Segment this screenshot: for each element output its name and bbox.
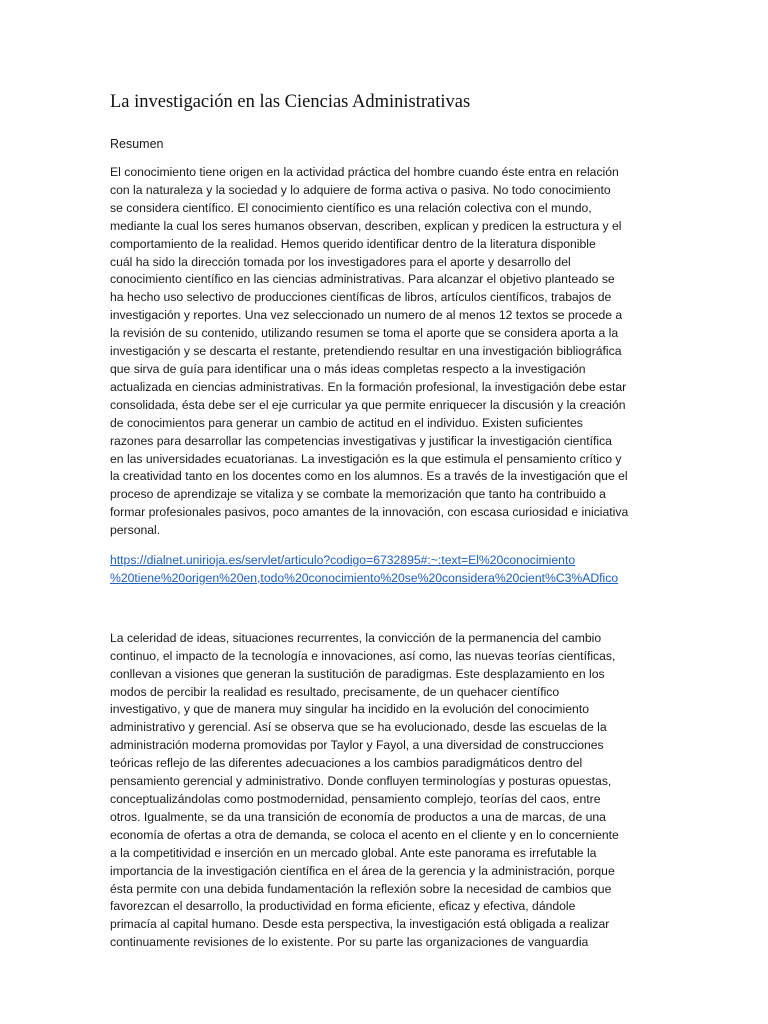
paragraph-line: personal.	[110, 523, 161, 538]
paragraph-line: ésta permite con una debida fundamentación la reflexión sobre la necesidad de cambios que	[110, 881, 612, 896]
paragraph-line: El conocimiento tiene origen en la actividad práctica del hombre cuando éste entra en relación	[110, 165, 619, 179]
document-title: La investigación en las Ciencias Administrativas	[110, 92, 471, 112]
paragraph-line: teóricas reflejo de las diferentes adecuaciones a los cambios paradigmáticos dentro del	[110, 756, 583, 771]
paragraph-line: favorezcan el desarrollo, la productividad en forma eficiente, eficaz y efectiva, dándole	[110, 899, 576, 914]
paragraph-line: investigativo, y que de manera muy singular ha incidido en la evolución del conocimiento	[110, 702, 589, 717]
paragraph-line: La celeridad de ideas, situaciones recurrentes, la convicción de la permanencia del cambio	[110, 630, 602, 645]
paragraph-line: la creatividad tanto en los docentes como en los alumnos. Es a través de la investigación que el	[110, 469, 628, 484]
paragraph-line: a la competitividad e inserción en un mercado global. Ante este panorama es irrefutable la	[110, 845, 597, 860]
abstract-heading: Resumen	[110, 137, 164, 151]
paragraph-line: comportamiento de la realidad. Hemos querido identificar dentro de la literatura disponible	[110, 236, 596, 251]
paragraph-line: actualizada en ciencias administrativas. En la formación profesional, la investigación debe estar	[110, 379, 627, 394]
paragraph-line: otros. Igualmente, se da una transición de economía de productos a una de marcas, de una	[110, 809, 606, 824]
paragraph-line: mediante la cual los seres humanos observan, describen, explican y predicen la estructura y el	[110, 218, 622, 233]
paragraph-line: que sirva de guía para identificar una o más ideas completas respecto a la investigación	[110, 361, 586, 376]
paragraph-line: cuál ha sido la dirección tomada por los investigadores para el aporte y desarrollo del	[110, 254, 571, 269]
paragraph-line: continuamente revisiones de lo existente. Por su parte las organizaciones de vanguardia	[110, 935, 589, 950]
paragraph-line: continuo, el impacto de la tecnología e innovaciones, así como, las nuevas teorías científicas,	[110, 648, 616, 663]
abstract-paragraph	[110, 164, 658, 540]
paragraph-line: administración moderna promovidas por Taylor y Fayol, a una diversidad de construcciones	[110, 738, 604, 753]
paragraph-line: proceso de aprendizaje se vitaliza y se combate la memorización que tanto ha contribuido a	[110, 487, 606, 502]
paragraph-line: investigación y reportes. Una vez seleccionado un numero de al menos 12 textos se procede a	[110, 308, 623, 323]
source-link-line[interactable]: %20tiene%20origen%20en,todo%20conocimiento%20se%20considera%20cient%C3%ADfico	[110, 570, 619, 585]
paragraph-line: formar profesionales pasivos, poco amantes de la innovación, con escasa curiosidad e iniciativa	[110, 505, 629, 520]
paragraph-line: razones para desarrollar las competencias investigativas y justificar la investigación científica	[110, 433, 612, 448]
paragraph-line: la revisión de su contenido, utilizando resumen se toma el aporte que se considera aporta a la	[110, 326, 619, 341]
paragraph-line: administrativo y gerencial. Así se observa que se ha evolucionado, desde las escuelas de la	[110, 720, 607, 735]
paragraph-line: ha hecho uso selectivo de producciones científicas de libros, artículos científicos, trabajos de	[110, 290, 612, 305]
paragraph-line: investigación y se descarta el restante, pretendiendo resultar en una investigación bibliográfica	[110, 344, 622, 359]
paragraph-line: primacía al capital humano. Desde esta perspectiva, la investigación está obligada a realizar	[110, 917, 610, 932]
paragraph-line: en las universidades ecuatorianas. La investigación es la que estimula el pensamiento crítico y	[110, 451, 622, 466]
body-paragraph	[110, 630, 658, 952]
paragraph-line: conllevan a visiones que generan la sustitución de paradigmas. Este desplazamiento en los	[110, 666, 605, 681]
paragraph-line: con la naturaleza y la sociedad y lo adquiere de forma activa o pasiva. No todo conocimiento	[110, 182, 611, 197]
paragraph-line: conceptualizándolas como postmodernidad, pensamiento complejo, teorías del caos, entre	[110, 792, 601, 806]
paragraph-line: pensamiento gerencial y administrativo. Donde confluyen terminologías y posturas opuestas,	[110, 774, 612, 789]
paragraph-line: de conocimientos para generar un cambio de actitud en el individuo. Existen suficientes	[110, 415, 583, 430]
paragraph-line: se considera científico. El conocimiento científico es una relación colectiva con el mundo,	[110, 200, 592, 215]
source-link-line[interactable]: https://dialnet.unirioja.es/servlet/articulo?codigo=6732895#:~:text=El%20conocimiento	[110, 553, 576, 568]
document-body	[110, 90, 658, 952]
source-link[interactable]	[110, 552, 658, 588]
paragraph-line: modos de percibir la realidad es resultado, precisamente, de un quehacer científico	[110, 684, 560, 699]
paragraph-line: conocimiento científico en las ciencias administrativas. Para alcanzar el objetivo planteado se	[110, 272, 615, 287]
paragraph-line: economía de ofertas a otra de demanda, se coloca el acento en el cliente y en lo concerniente	[110, 827, 619, 842]
paragraph-line: consolidada, ésta debe ser el eje curricular ya que permite enriquecer la discusión y la creación	[110, 397, 626, 412]
paragraph-line: importancia de la investigación científica en el área de la gerencia y la administración, porque	[110, 863, 615, 878]
